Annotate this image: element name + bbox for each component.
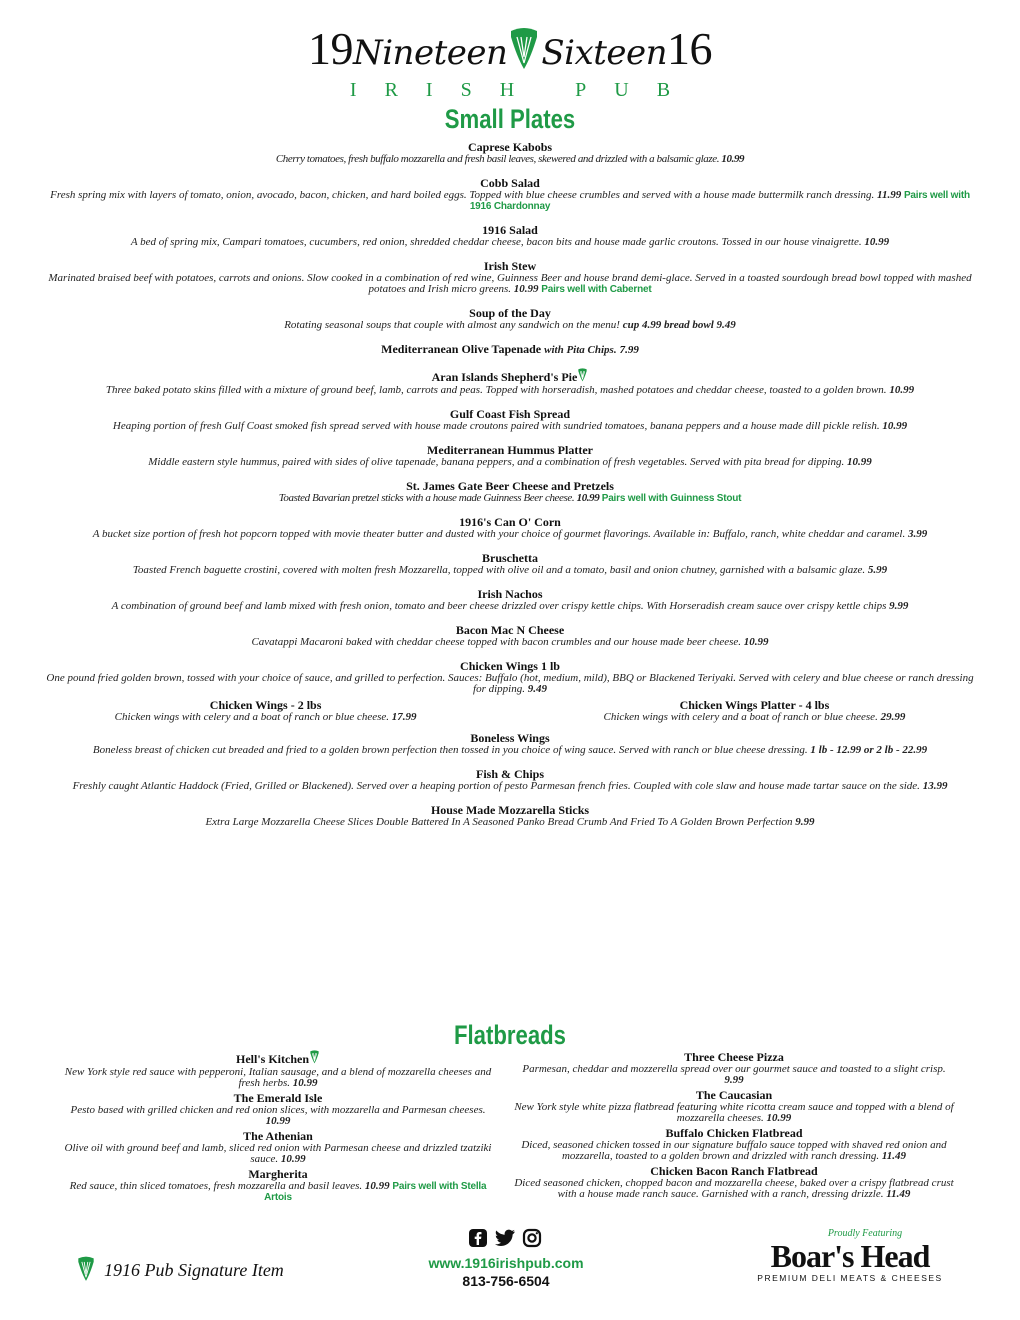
item-name: Chicken Wings Platter - 4 lbs [679,698,830,712]
logo-right-number: 16 [667,23,713,74]
facebook-icon[interactable] [468,1228,488,1248]
menu-item [40,259,980,295]
item-name: Boneless Wings [470,731,550,745]
item-price: 11.99 [877,189,902,201]
item-name: Hell's Kitchen [236,1052,309,1066]
item-name: Cobb Salad [480,176,540,190]
item-price: 13.99 [922,780,948,792]
item-name: The Emerald Isle [233,1091,323,1105]
item-desc: Parmesan, cheddar and mozzerella spread over our gourmet sauce and toasted to a slight crisp. [522,1063,946,1075]
menu-item [40,587,980,612]
menu-item [58,1167,498,1203]
item-desc: with Pita Chips. [544,344,617,356]
item-name: The Caucasian [695,1088,773,1102]
item-name: House Made Mozzarella Sticks [430,803,590,817]
item-price: 29.99 [880,711,906,723]
item-desc: Red sauce, thin sliced tomatoes, fresh mozzarella and basil leaves. [69,1180,363,1192]
item-desc: Middle eastern style hummus, paired with sides of olive tapenade, banana peppers, and a combination of fresh vegetables. Served with pita bread for dipping. [148,456,845,468]
logo-title [0,23,1020,79]
item-price: 10.99 [280,1153,306,1165]
item-desc: One pound fried golden brown, tossed with your choice of sauce, and grilled to perfection. Sauces: Buffalo (hot, medium, mild), BBQ or Blackened Teriyaki. Served with celery and blue cheese or ranch dressing for dipping. [46,672,974,695]
small-plates-list [40,140,980,839]
menu-item [40,551,980,576]
item-desc: Heaping portion of fresh Gulf Coast smoked fish spread served with house made croutons paired with sundried tomatoes, banana peppers and a house made dill pickle relish. [112,420,880,432]
item-desc: A bucket size portion of fresh hot popcorn topped with movie theater butter and dusted with your choice of gourmet flavorings. Available in: Buffalo, ranch, white cheddar and caramel. [92,528,906,540]
item-name: Bruschetta [482,551,538,565]
item-name: The Athenian [243,1129,313,1143]
flatbreads-left-column [58,1050,498,1205]
menu-item [40,306,980,331]
menu-item [40,623,980,648]
signature-legend: 1916 Pub Signature Item [104,1260,284,1280]
item-price: 3.99 [907,528,928,540]
item-price: 10.99 [846,456,872,468]
menu-item [40,443,980,468]
item-name: Chicken Bacon Ranch Flatbread [650,1164,818,1178]
item-desc: New York style red sauce with pepperoni, Italian sausage, and a blend of mozzarella cheeses and fresh herbs. [64,1066,492,1089]
item-desc: A combination of ground beef and lamb mixed with fresh onion, tomato and beer cheese drizzled over crispy kettle chips. With Horseradish cream sauce over crispy kettle chips [111,600,887,612]
wings-2lb [40,698,491,723]
item-price: 10.99 [864,236,890,248]
item-price: 10.99 [364,1180,390,1192]
menu-item [40,515,980,540]
menu-item [40,659,980,695]
menu-item [40,767,980,792]
item-desc: Cavatappi Macaroni baked with cheddar cheese topped with bacon crumbles and our house made beer cheese. [251,636,742,648]
item-desc: Olive oil with ground beef and lamb, sliced red onion with Parmesan cheese and drizzled tzatziki sauce. [64,1142,492,1165]
item-desc: Boneless breast of chicken cut breaded and fried to a golden brown perfection then tossed in you choice of wing sauce. Served with ranch or blue cheese dressing. [92,744,808,756]
item-price: 10.99 [265,1115,291,1127]
social-links [468,1228,542,1248]
item-name: 1916 Salad [482,223,538,237]
item-name: Chicken Wings - 2 lbs [209,698,322,712]
item-name: Fish & Chips [475,767,545,781]
item-price: 10.99 [766,1112,792,1124]
item-name: Irish Stew [483,259,537,273]
pairing-note: Pairs well with Guinness Stout [601,493,742,504]
wings-4lb [529,698,980,723]
item-price: 11.49 [881,1150,907,1162]
item-desc: Cherry tomatoes, fresh buffalo mozzarella and fresh basil leaves, skewered and drizzled with a balsamic glaze. [275,153,720,165]
item-price: 9.99 [889,600,909,612]
item-name: Three Cheese Pizza [684,1050,784,1064]
pairing-note: Pairs well with Stella Artois [264,1181,487,1203]
item-price: 10.99 [292,1077,318,1089]
item-name: Mediterranean Hummus Platter [427,443,593,457]
item-name: Gulf Coast Fish Spread [449,407,571,421]
item-name: Caprese Kabobs [467,140,553,154]
item-desc: Fresh spring mix with layers of tomato, onion, avocado, bacon, chicken, and hard boiled eggs. Topped with blue cheese crumbles and served with a house made buttermilk ranch dressing. [50,189,875,201]
website-link[interactable]: www.1916irishpub.com [428,1255,584,1271]
small-plates-title: Small Plates [444,104,576,134]
item-desc: Marinated braised beef with potatoes, carrots and onions. Slow cooked in a combination of red wine, Guinness Beer and house brand demi-glace. Served in a toasted sourdough bread bowl topped with mashed potatoes and Irish micro greens. [48,272,972,295]
item-desc: Toasted Bavarian pretzel sticks with a house made Guinness Beer cheese. [278,492,575,504]
item-desc: Chicken wings with celery and a boat of ranch or blue cheese. [114,711,390,723]
item-desc: Chicken wings with celery and a boat of ranch or blue cheese. [603,711,878,723]
menu-item [58,1129,498,1165]
item-desc: Rotating seasonal soups that couple with almost any sandwich on the menu! [284,319,620,331]
logo-word-sixteen: Sixteen [541,33,668,73]
menu-item [40,342,980,357]
item-price: 7.99 [619,344,639,356]
item-price: 5.99 [867,564,888,576]
twitter-icon[interactable] [494,1228,516,1248]
menu-item [514,1088,954,1124]
menu-item [40,368,980,396]
wings-options [40,698,980,723]
signature-harp-icon [309,1050,320,1067]
item-desc: A bed of spring mix, Campari tomatoes, cucumbers, red onion, shredded cheddar cheese, bacon bits and house made garlic croutons. Tossed in our house vinaigrette. [130,236,862,248]
item-price: 11.49 [886,1188,911,1200]
proudly-featuring: Proudly Featuring [827,1228,903,1239]
menu-item [514,1126,954,1162]
item-price: 10.99 [721,153,745,165]
item-price: 17.99 [391,711,417,723]
menu-item [514,1164,954,1200]
item-desc: Toasted French baguette crostini, covered with molten fresh Mozzarella, topped with olive oil and a tomato, basil and onion chutney, garnished with a balsamic glaze. [132,564,866,576]
flatbreads-title: Flatbreads [454,1020,566,1050]
item-price: 1 lb - 12.99 or 2 lb - 22.99 [810,744,928,756]
menu-item [40,803,980,828]
logo-left-number: 19 [307,23,353,74]
harp-icon [509,27,539,79]
instagram-icon[interactable] [522,1228,542,1248]
pairing-note: Pairs well with 1916 Chardonnay [469,190,970,212]
item-desc: Diced, seasoned chicken tossed in our signature buffalo sauce topped with shaved red onion and mozzarella, toasted to a golden brown and drizzled with ranch dressing. [521,1139,947,1162]
item-price: 9.49 [527,683,547,695]
item-price: cup 4.99 bread bowl 9.49 [622,319,736,331]
item-name: Irish Nachos [477,587,543,601]
item-name: Buffalo Chicken Flatbread [665,1126,803,1140]
logo-subtitle: IRISH PUB [349,79,699,102]
menu-item [40,223,980,248]
partner-tagline: PREMIUM DELI MEATS & CHEESES [757,1273,943,1283]
boars-head-logo [738,1228,962,1283]
partner-name: Boar's Head [770,1238,930,1274]
item-price: 10.99 [513,283,539,295]
logo [0,23,1020,102]
flatbreads-right-column [514,1050,954,1202]
item-price: 9.99 [724,1074,744,1086]
item-price: 10.99 [882,420,908,432]
item-desc: Diced seasoned chicken, chopped bacon and mozzarella cheese, baked over a crispy flatbread crust with a house made ranch sauce. Garnished with a ranch, dressing drizzle. [514,1177,954,1200]
item-name: Bacon Mac N Cheese [455,623,565,637]
item-price: 9.99 [795,816,815,828]
item-price: 10.99 [889,384,915,396]
item-name: Aran Islands Shepherd's Pie [431,370,578,384]
menu-item [40,731,980,756]
item-name: Soup of the Day [469,306,551,320]
item-price: 10.99 [576,492,600,504]
menu-item [58,1091,498,1127]
item-name: Chicken Wings 1 lb [460,659,560,673]
menu-item [40,407,980,432]
item-price: 10.99 [743,636,769,648]
menu-item [40,176,980,212]
item-name: St. James Gate Beer Cheese and Pretzels [406,479,614,493]
signature-harp-icon [577,368,588,385]
item-desc: New York style white pizza flatbread featuring white ricotta cream sauce and topped with a blend of mozzarella cheeses. [514,1101,954,1124]
logo-word-nineteen: Nineteen [352,33,508,73]
phone-number[interactable]: 813-756-6504 [462,1273,550,1289]
menu-item [40,479,980,504]
item-desc: Pesto based with grilled chicken and red onion slices, with mozzarella and Parmesan cheeses. [70,1104,486,1116]
footer [0,1228,1020,1298]
item-name: Margherita [248,1167,308,1181]
item-name: 1916's Can O' Corn [459,515,561,529]
item-desc: Three baked potato skins filled with a mixture of ground beef, lamb, carrots and peas. Topped with horseradish, mashed potatoes and cheddar cheese, toasted to a golden brown. [105,384,887,396]
item-name: Mediterranean Olive Tapenade [381,342,542,356]
menu-item [58,1050,498,1089]
menu-item [514,1050,954,1086]
item-desc: Extra Large Mozzarella Cheese Slices Double Battered In A Seasoned Panko Bread Crumb And Fried To A Golden Brown Perfection [205,816,793,828]
pairing-note: Pairs well with Cabernet [541,284,652,295]
menu-item [40,140,980,165]
item-desc: Freshly caught Atlantic Haddock (Fried, Grilled or Blackened). Served over a heaping portion of pesto Parmesan french fries. Coupled with cole slaw and house made tartar sauce on the side. [72,780,920,792]
